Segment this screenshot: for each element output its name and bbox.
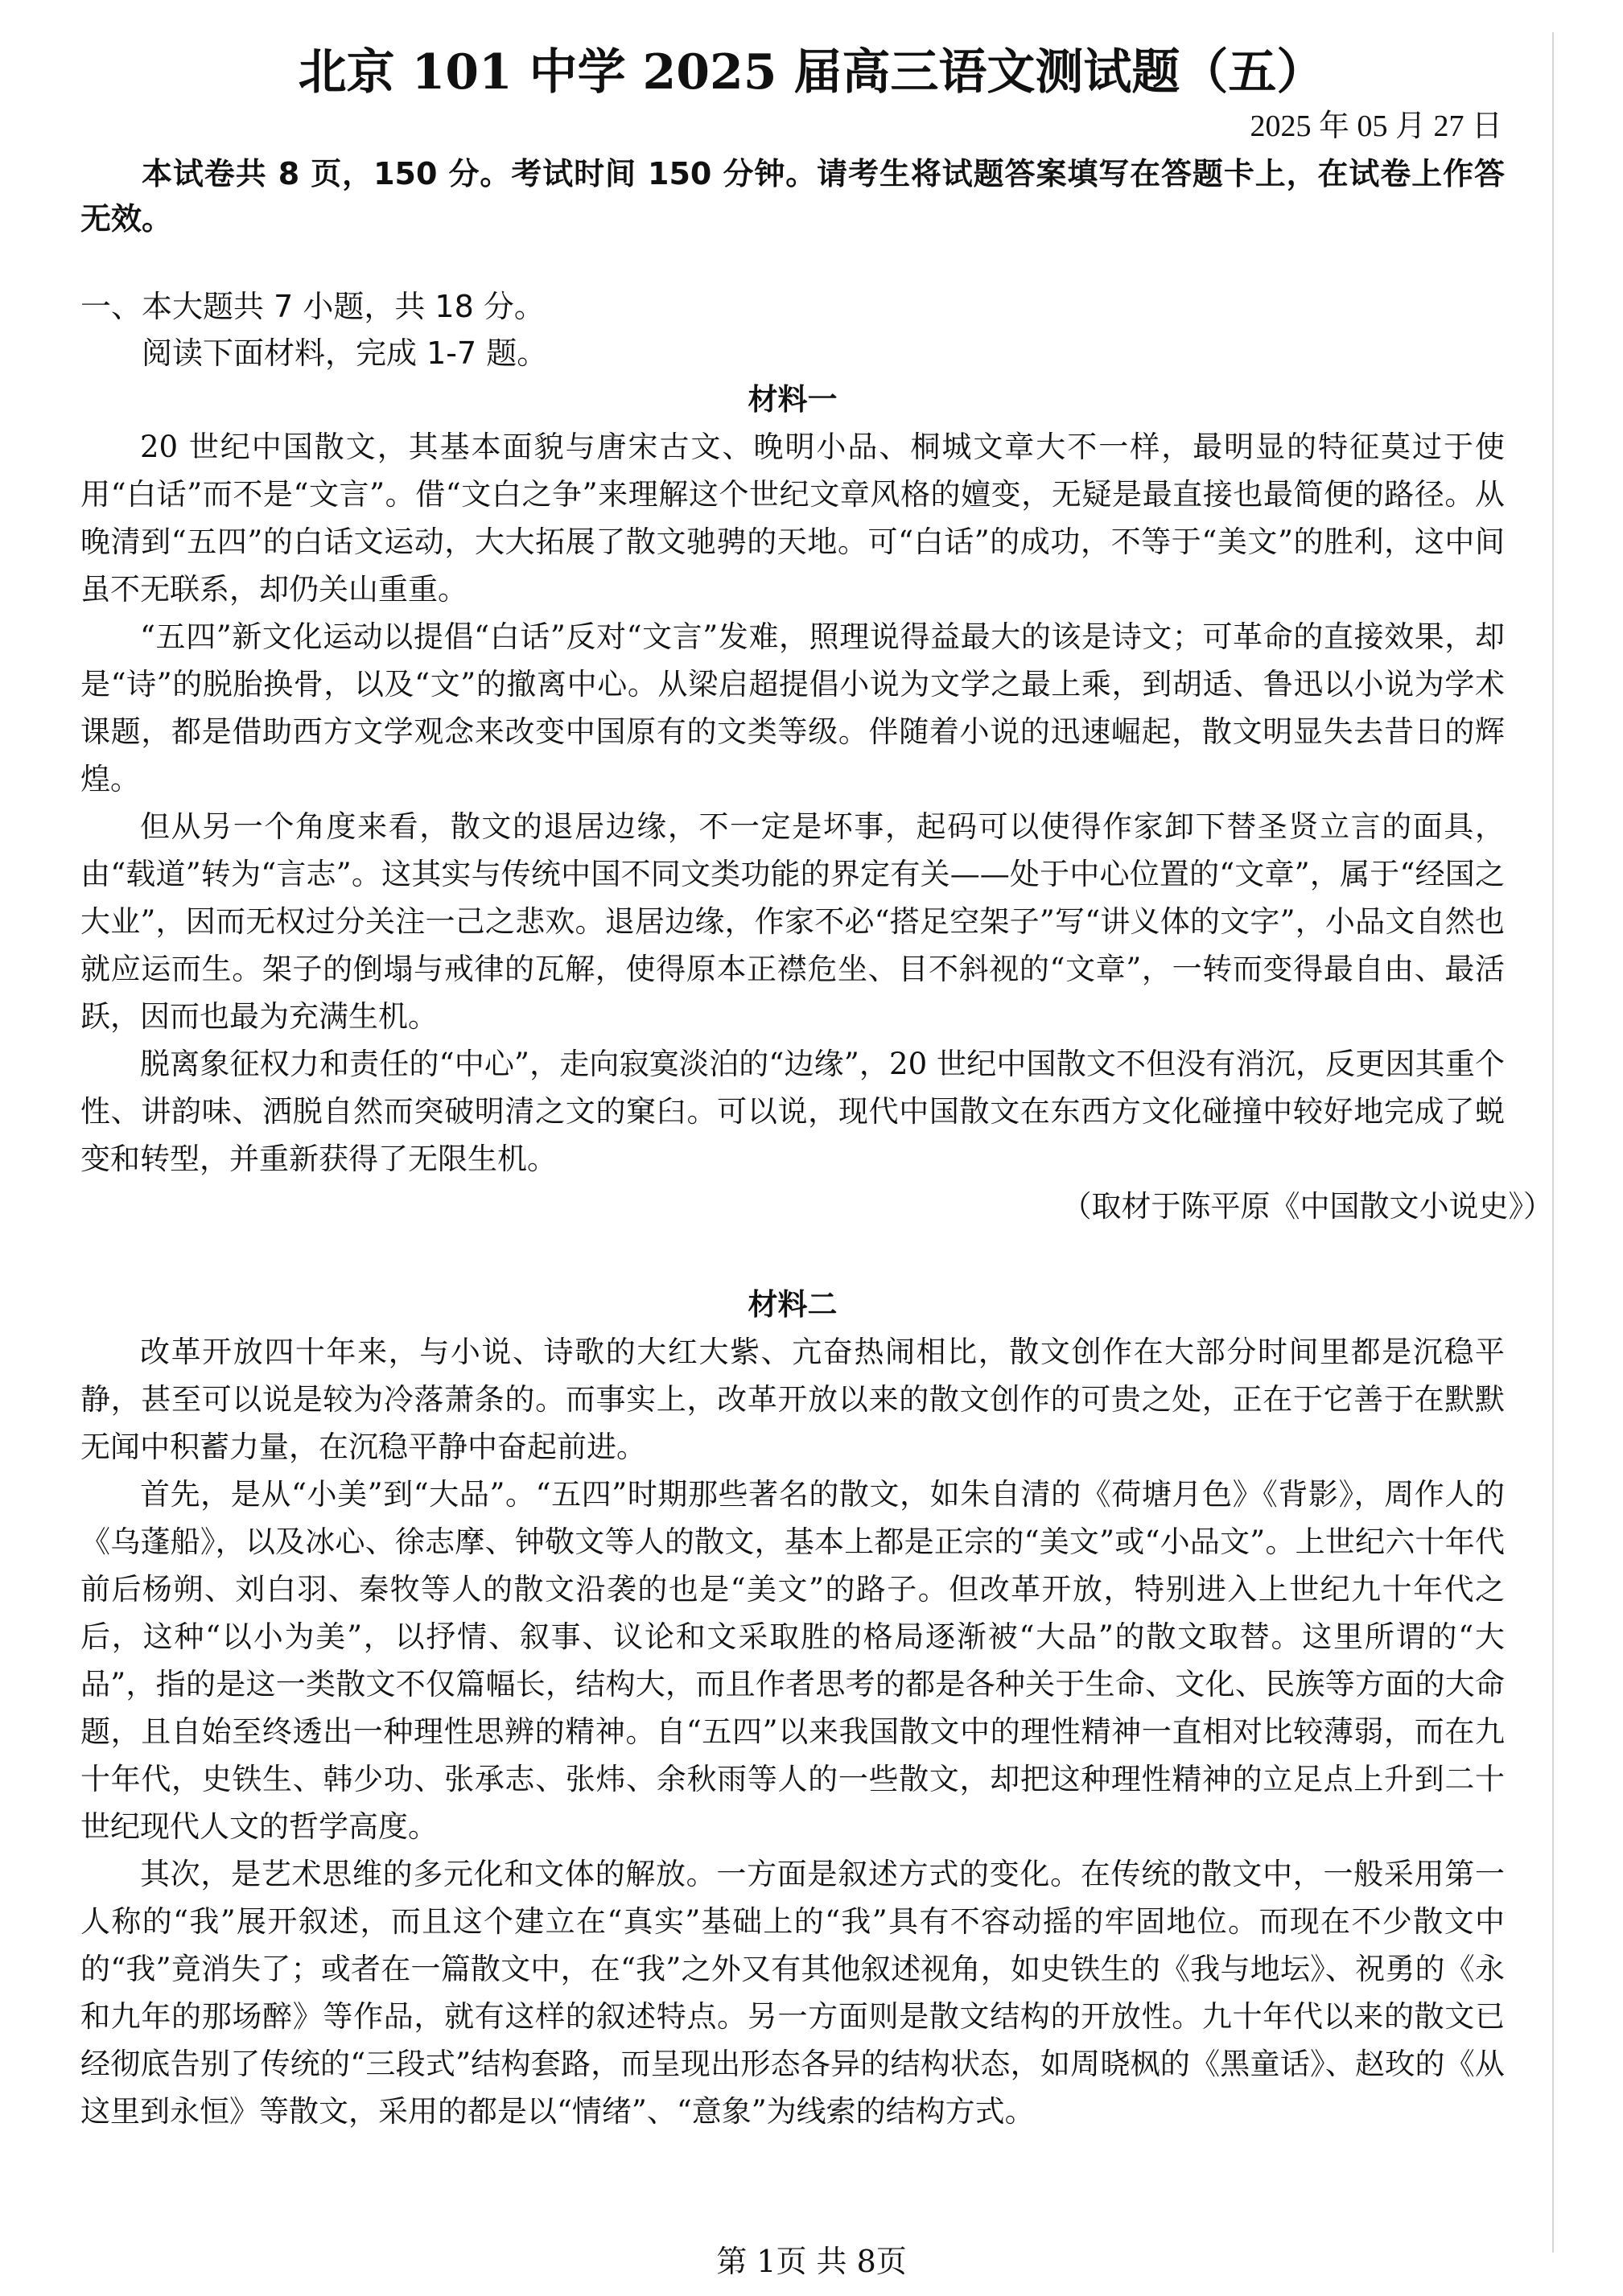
page-number-footer: 第 1页 共 8页 [716, 2244, 907, 2279]
material-two-paragraph-2: 首先，是从“小美”到“大品”。“五四”时期那些著名的散文，如朱自清的《荷塘月色》《背影》，周作人的《乌蓬船》，以及冰心、徐志摩、钟敬文等人的散文，基本上都是正宗的“美文”或“小品文”。上世纪六十年代前后杨朔、刘白羽、秦牧等人的散文沿袭的也是“美文”的路子。但改革开放，特别进入上世纪九十年代之后，这种“以小为美”，以抒情、叙事、议论和文采取胜的格局逐渐被“大品”的散文取替。这里所谓的“大品”，指的是这一类散文不仅篇幅长，结构大，而且作者思考的都是各种关于生命、文化、民族等方面的大命题，且自始至终透出一种理性思辨的精神。自“五四”以来我国散文中的理性精神一直相对比较薄弱，而在九十年代，史铁生、韩少功、张承志、张炜、余秋雨等人的一些散文，却把这种理性精神的立足点上升到二十世纪现代人文的哲学高度。 [80, 1477, 1505, 1844]
material-one-title: 材料一 [748, 382, 838, 417]
material-one-paragraph-3: 但从另一个角度来看，散文的退居边缘，不一定是坏事，起码可以使得作家卸下替圣贤立言的面具，由“载道”转为“言志”。这其实与传统中国不同文类功能的界定有关——处于中心位置的“文章”，属于“经国之大业”，因而无权过分关注一己之悲欢。退居边缘，作家不必“搭足空架子”写“讲义体的文字”，小品文自然也就应运而生。架子的倒塌与戒律的瓦解，使得原本正襟危坐、目不斜视的“文章”，一转而变得最自由、最活跃，因而也最为充满生机。 [80, 809, 1505, 1034]
reading-instruction: 阅读下面材料，完成 1-7 题。 [142, 335, 548, 371]
exam-content [80, 151, 1553, 2135]
material-one-source: （取材于陈平原《中国散文小说史》） [1061, 1189, 1553, 1224]
section-heading: 一、本大题共 7 小题，共 18 分。 [80, 289, 545, 324]
material-two-paragraph-3: 其次，是艺术思维的多元化和文体的解放。一方面是叙述方式的变化。在传统的散文中，一般采用第一人称的“我”展开叙述，而且这个建立在“真实”基础上的“我”具有不容动摇的牢固地位。而现在不少散文中的“我”竟消失了；或者在一篇散文中，在“我”之外又有其他叙述视角，如史铁生的《我与地坛》、祝勇的《永和九年的那场醉》等作品，就有这样的叙述特点。另一方面则是散文结构的开放性。九十年代以来的散文已经彻底告别了传统的“三段式”结构套路，而呈现出形态各异的结构状态，如周晓枫的《黑童话》、赵玫的《从这里到永恒》等散文，采用的都是以“情绪”、“意象”为线索的结构方式。 [80, 1857, 1505, 2129]
exam-date: 2025 年 05 月 27 日 [1250, 109, 1502, 143]
material-two-paragraph-1: 改革开放四十年来，与小说、诗歌的大红大紫、亢奋热闹相比，散文创作在大部分时间里都是沉稳平静，甚至可以说是较为冷落萧条的。而事实上，改革开放以来的散文创作的可贵之处，正在于它善于在默默无闻中积蓄力量，在沉稳平静中奋起前进。 [80, 1335, 1505, 1464]
page-edge-line [1552, 32, 1554, 2253]
material-one-paragraph-4: 脱离象征权力和责任的“中心”，走向寂寞淡泊的“边缘”，20 世纪中国散文不但没有消沉，反更因其重个性、讲韵味、洒脱自然而突破明清之文的窠臼。可以说，现代中国散文在东西方文化碰撞中较好地完成了蜕变和转型，并重新获得了无限生机。 [80, 1047, 1505, 1176]
material-one-paragraph-2: “五四”新文化运动以提倡“白话”反对“文言”发难，照理说得益最大的该是诗文；可革命的直接效果，却是“诗”的脱胎换骨，以及“文”的撤离中心。从梁启超提倡小说为文学之最上乘，到胡适、鲁迅以小说为学术课题，都是借助西方文学观念来改变中国原有的文类等级。伴随着小说的迅速崛起，散文明显失去昔日的辉煌。 [80, 619, 1505, 796]
material-one-paragraph-1: 20 世纪中国散文，其基本面貌与唐宋古文、晚明小品、桐城文章大不一样，最明显的特征莫过于使用“白话”而不是“文言”。借“文白之争”来理解这个世纪文章风格的嬗变，无疑是最直接也最简便的路径。从晚清到“五四”的白话文运动，大大拓展了散文驰骋的天地。可“白话”的成功，不等于“美文”的胜利，这中间虽不无联系，却仍关山重重。 [80, 430, 1505, 607]
material-two-title: 材料二 [748, 1287, 838, 1322]
exam-title: 北京 101 中学 2025 届高三语文测试题（五） [298, 44, 1325, 101]
exam-notice: 本试卷共 8 页，150 分。考试时间 150 分钟。请考生将试题答案填写在答题卡上，在试卷上作答无效。 [80, 156, 1505, 237]
